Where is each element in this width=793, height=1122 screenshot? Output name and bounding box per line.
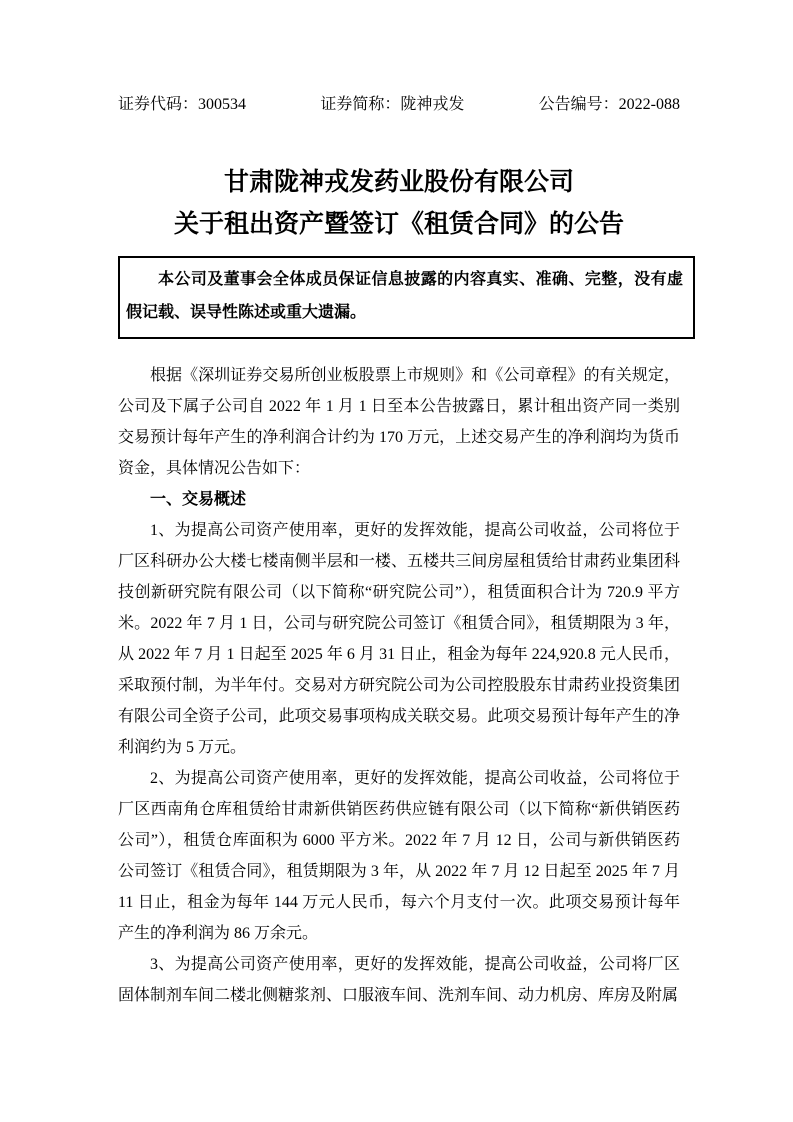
stock-name: 证券简称：陇神戎发 [320,96,465,113]
document-title [118,162,680,246]
disclosure-statement-box [118,256,695,339]
disclosure-statement-text: 本公司及董事会全体成员保证信息披露的内容真实、准确、完整，没有虚假记载、误导性陈述或重大遗漏。 [126,271,683,321]
intro-paragraph: 根据《深圳证券交易所创业板股票上市规则》和《公司章程》的有关规定，公司及下属子公司自 2022 年 1 月 1 日至本公告披露日，累计租出资产同一类别交易预计每年产生的净利润合计约为 170 万元，上述交易产生的净利润均为货币资金，具体情况公告如下： [118,367,680,477]
overview-item-1: 1、为提高公司资产使用率，更好的发挥效能，提高公司收益，公司将位于厂区科研办公大楼七楼南侧半层和一楼、五楼共三间房屋租赁给甘肃药业集团科技创新研究院有限公司（以下简称“研究院公司”），租赁面积合计为 720.9 平方米。2022 年 7 月 1 日，公司与研究院公司签订《租赁合同》，租赁期限为 3 年，从 2022 年 7 月 1 日起至 2025 年 6 月 31 日止，租金为每年 224,920.8 元人民币，采取预付制，为半年付。交易对方研究院公司为公司控股股东甘肃药业投资集团有限公司全资子公司，此项交易事项构成关联交易。此项交易预计每年产生的净利润约为 5 万元。 [118,522,680,756]
document-title-line1: 甘肃陇神戎发药业股份有限公司 [223,169,574,196]
overview-item-3: 3、为提高公司资产使用率，更好的发挥效能，提高公司收益，公司将厂区固体制剂车间二楼北侧糖浆剂、口服液车间、洗剂车间、动力机房、库房及附属 [118,956,680,1004]
stock-code: 证券代码：300534 [118,96,247,113]
document-header [118,94,680,116]
announcement-number: 公告编号：2022-088 [538,96,680,113]
section-heading-overview: 一、交易概述 [150,491,247,508]
document-title-line2: 关于租出资产暨签订《租赁合同》的公告 [173,211,624,238]
overview-item-2: 2、为提高公司资产使用率，更好的发挥效能，提高公司收益，公司将位于厂区西南角仓库租赁给甘肃新供销医药供应链有限公司（以下简称“新供销医药公司”），租赁仓库面积为 6000 平方米。2022 年 7 月 12 日，公司与新供销医药公司签订《租赁合同》，租赁期限为 3 年，从 2022 年 7 月 12 日起至 2025 年 7 月 11 日止，租金为每年 144 万元人民币，每六个月支付一次。此项交易预计每年产生的净利润为 86 万余元。 [118,770,680,942]
